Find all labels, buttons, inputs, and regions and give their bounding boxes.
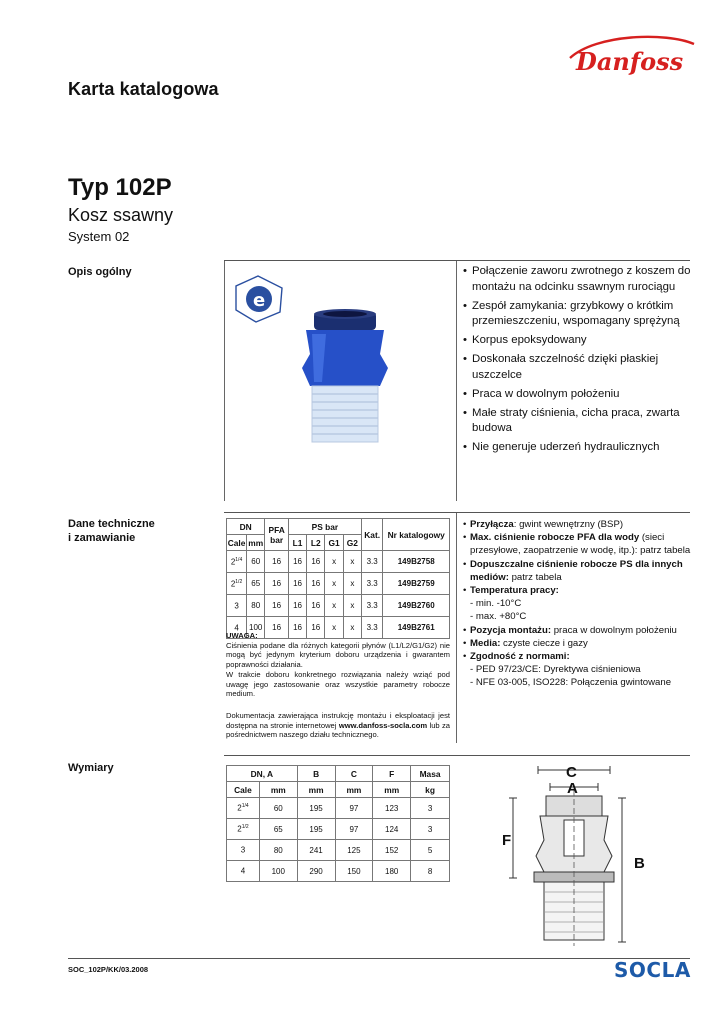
col-header-l2: L2 (307, 535, 325, 551)
col-header-b: B (297, 766, 335, 782)
section-divider (224, 755, 690, 756)
spec-item: • Zgodność z normami: (463, 650, 698, 663)
note-paragraph: Ciśnienia podane dla różnych kategorii płynów (L1/L2/G1/G2) nie mogą być jedynym kryterium doboru urządzenia i gwarantem poprawności działania. (226, 640, 450, 670)
feature-item: • Korpus epoksydowany (463, 333, 699, 349)
spec-subitem: - PED 97/23/CE: Dyrektywa ciśnieniowa (470, 664, 641, 676)
socla-logo: SOCLA (614, 958, 691, 982)
footer-divider (68, 958, 690, 959)
unit-header: Cale (227, 782, 260, 798)
dim-label-b: B (634, 855, 645, 872)
section-label-line: i zamawianie (68, 532, 136, 544)
note-paragraph: W trakcie doboru konkretnego rozwiązania należy wziąć pod uwagę jego zastosowanie oraz wszystkie parametry robocze medium. (226, 669, 450, 699)
unit-header: mm (297, 782, 335, 798)
product-system: System 02 (68, 229, 130, 244)
dim-label-f: F (502, 832, 512, 849)
col-header-g1: G1 (325, 535, 343, 551)
website-link[interactable]: www.danfoss-socla.com (338, 720, 428, 730)
certification-badge-icon (236, 276, 282, 322)
feature-item: • Małe straty ciśnienia, cicha praca, zwarta budowa (463, 406, 699, 437)
col-header-cale: Cale (227, 535, 247, 551)
dimensions-table (226, 765, 450, 882)
feature-list (463, 264, 699, 459)
unit-header: mm (335, 782, 373, 798)
svg-text:e: e (253, 290, 266, 311)
table-row: 3 80 16 16 16 x x 3.3 149B2760 (227, 595, 450, 617)
col-header-g2: G2 (343, 535, 361, 551)
col-header-dn-a: DN, A (227, 766, 298, 782)
section-label-technical (68, 517, 155, 545)
col-header-f: F (373, 766, 411, 782)
table-row: 4 100 16 16 16 x x 3.3 149B2761 (227, 617, 450, 639)
product-subtitle: Kosz ssawny (68, 205, 174, 225)
section-divider (224, 260, 690, 261)
col-header-mm: mm (247, 535, 265, 551)
document-title: Karta katalogowa (68, 79, 219, 99)
column-divider (456, 513, 457, 743)
table-row: 4 100 290 150 180 8 (227, 861, 450, 882)
col-header-masa: Masa (411, 766, 450, 782)
col-header-ps: PS bar (288, 519, 361, 535)
feature-item: • Doskonała szczelność dzięki płaskiej uszczelce (463, 352, 699, 383)
note-title: UWAGA: (226, 631, 258, 640)
section-label-general: Opis ogólny (68, 266, 132, 278)
unit-header: mm (373, 782, 411, 798)
note-block (226, 631, 450, 740)
danfoss-logo (566, 32, 698, 78)
col-header-c: C (335, 766, 373, 782)
unit-header: kg (411, 782, 450, 798)
section-label-line: Dane techniczne (68, 518, 155, 530)
spec-item: • Pozycja montażu: praca w dowolnym położeniu (463, 624, 698, 637)
table-row: $2^{1/4}$ 60 195 97 123 3 (227, 798, 450, 819)
product-photo (232, 268, 454, 500)
spec-subitem: - NFE 03-005, ISO228: Połączenia gwintowane (470, 677, 672, 689)
unit-header: mm (259, 782, 297, 798)
feature-item: • Zespół zamykania: grzybkowy o krótkim przemieszczeniu, wspomagany sprężyną (463, 299, 699, 330)
section-label-dimensions: Wymiary (68, 762, 114, 774)
spec-item: • Przyłącza: gwint wewnętrzny (BSP) (463, 518, 698, 531)
spec-subitem: - max. +80°C (470, 611, 527, 623)
table-row: $2^{1/2}$ 65 195 97 124 3 (227, 819, 450, 840)
col-header-nr: Nr katalogowy (383, 519, 450, 551)
product-title: Typ 102P (68, 174, 172, 201)
col-header-pfa: PFA bar (265, 519, 289, 551)
section-divider (224, 512, 690, 513)
column-divider (224, 261, 225, 501)
dim-label-a: A (567, 780, 578, 797)
spec-list (463, 518, 698, 690)
spec-item: • Dopuszczalne ciśnienie robocze PS dla innych mediów: patrz tabela (463, 558, 698, 584)
col-header-kat: Kat. (361, 519, 382, 551)
dim-label-c: C (566, 764, 577, 781)
feature-item: • Praca w dowolnym położeniu (463, 387, 699, 403)
spec-item: • Max. ciśnienie robocze PFA dla wody (sieci przesyłowe, zaopatrzenie w wodę, itp.): patrz tabela (463, 531, 698, 557)
column-divider (456, 261, 457, 501)
dimension-drawing (500, 760, 660, 950)
spec-subitem: - min. -10°C (470, 598, 522, 610)
col-header-l1: L1 (288, 535, 306, 551)
spec-item: • Temperatura pracy: (463, 584, 698, 597)
spec-item: • Media: czyste ciecze i gazy (463, 637, 698, 650)
col-header-dn: DN (227, 519, 265, 535)
feature-item: • Połączenie zaworu zwrotnego z koszem do montażu na odcinku ssawnym rurociągu (463, 264, 699, 295)
table-row: $2^{1/2}$ 65 16 16 16 x x 3.3 149B2759 (227, 573, 450, 595)
order-table (226, 518, 450, 639)
note-paragraph: Dokumentacja zawierająca instrukcję montażu i eksploatacji jest dostępna na stronie internetowej www.danfoss-socla.com lub za pośrednictwem naszego działu technicznego. (226, 710, 450, 740)
feature-item: • Nie generuje uderzeń hydraulicznych (463, 440, 699, 456)
brand-wordmark: Danfoss (576, 47, 684, 76)
table-row: $2^{1/4}$ 60 16 16 16 x x 3.3 149B2758 (227, 551, 450, 573)
document-code: SOC_102P/KK/03.2008 (68, 965, 149, 974)
table-row: 3 80 241 125 152 5 (227, 840, 450, 861)
valve-body-image (302, 309, 388, 442)
